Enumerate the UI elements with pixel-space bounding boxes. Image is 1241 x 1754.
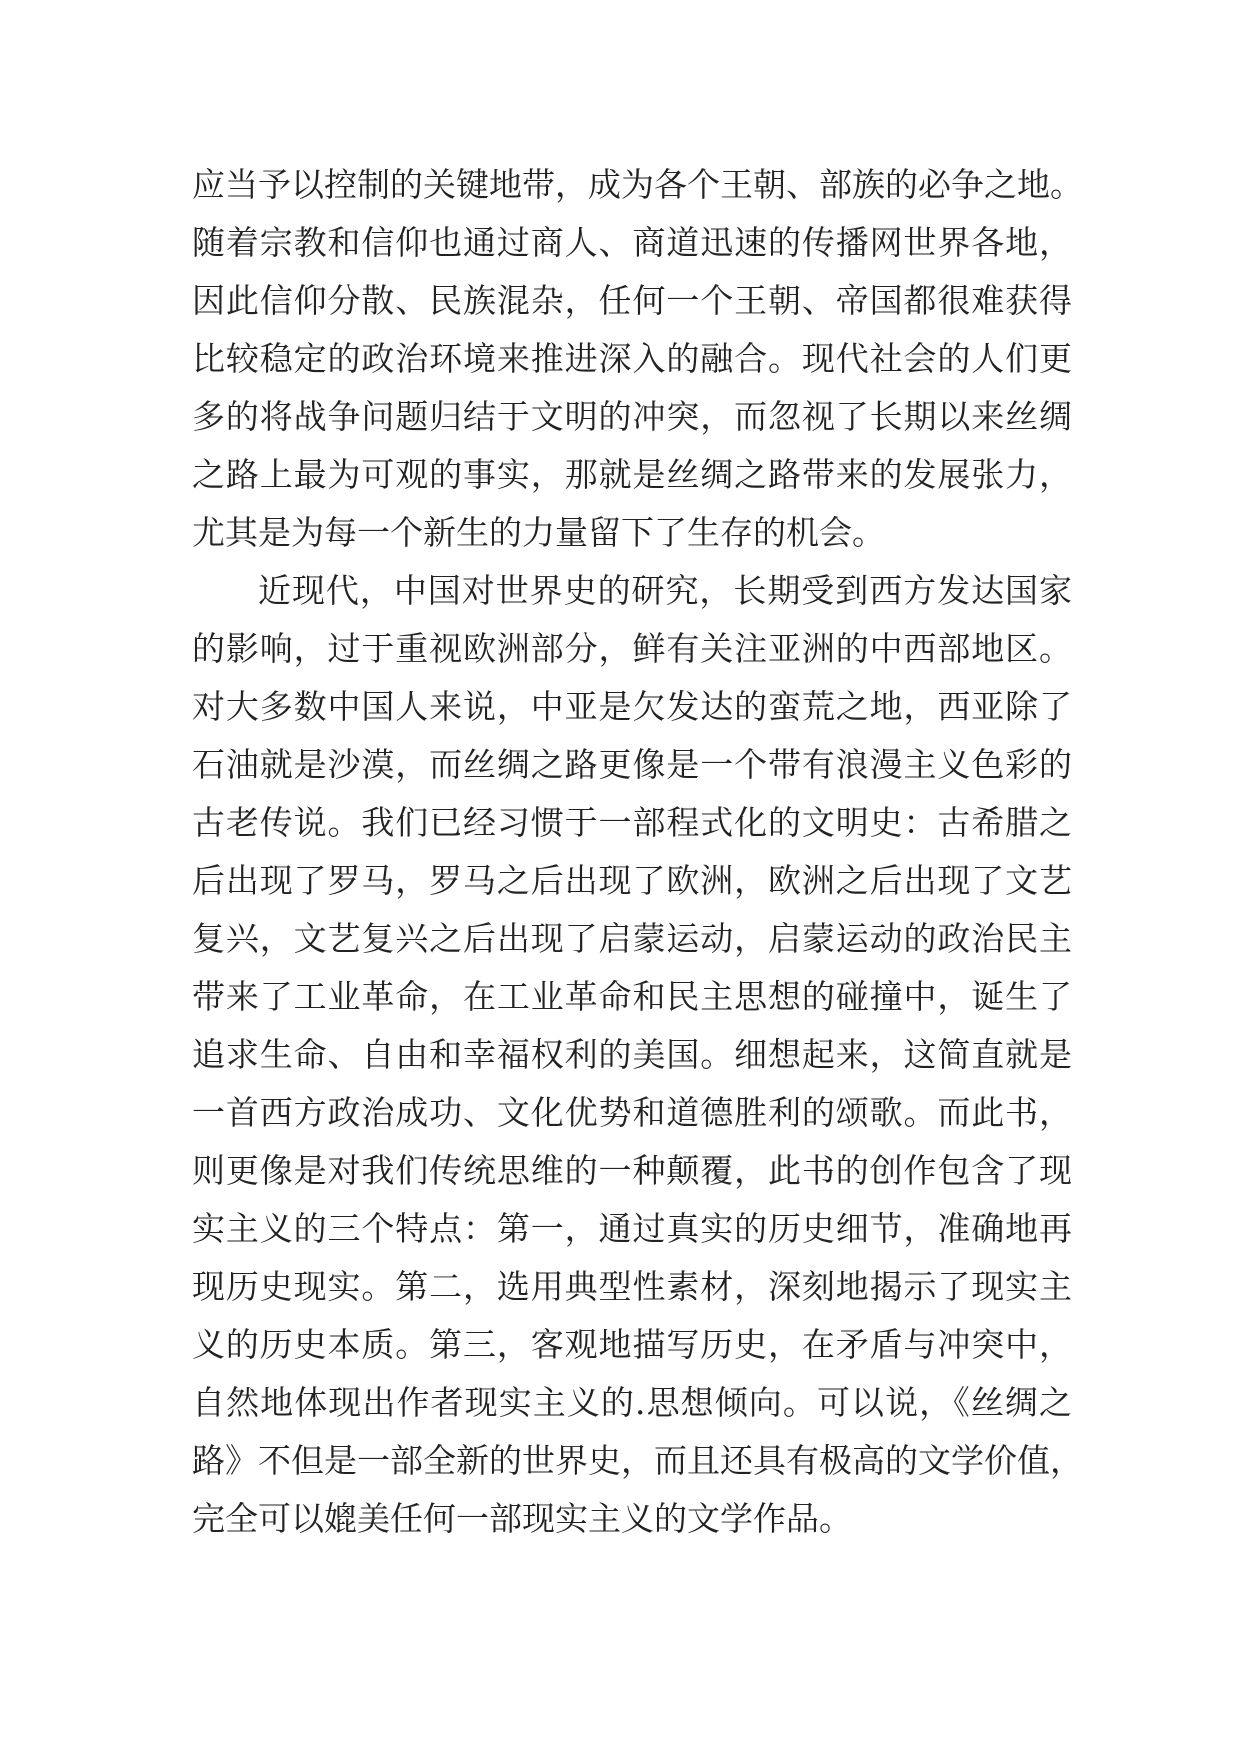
text-line: 现历史现实。第二，选用典型性素材，深刻地揭示了现实主 (192, 1267, 1072, 1306)
text-line: 古老传说。我们已经习惯于一部程式化的文明史：古希腊之 (192, 803, 1072, 842)
text-line: 一首西方政治成功、文化优势和道德胜利的颂歌。而此书， (192, 1093, 1072, 1132)
text-line: 因此信仰分散、民族混杂，任何一个王朝、帝国都很难获得 (192, 281, 1072, 320)
text-line: 自然地体现出作者现实主义的.思想倾向。可以说，《丝绸之 (192, 1383, 1072, 1422)
text-line: 尤其是为每一个新生的力量留下了生存的机会。 (192, 513, 885, 552)
text-line: 比较稳定的政治环境来推进深入的融合。现代社会的人们更 (192, 339, 1072, 378)
text-line: 随着宗教和信仰也通过商人、商道迅速的传播网世界各地， (192, 223, 1072, 262)
text-line: 义的历史本质。第三，客观地描写历史，在矛盾与冲突中， (192, 1325, 1072, 1364)
body-text (192, 156, 1083, 1548)
text-line: 带来了工业革命，在工业革命和民主思想的碰撞中，诞生了 (192, 977, 1072, 1016)
text-line: 对大多数中国人来说，中亚是欠发达的蛮荒之地，西亚除了 (192, 687, 1072, 726)
text-line: 完全可以媲美任何一部现实主义的文学作品。 (192, 1499, 852, 1538)
text-line: 石油就是沙漠，而丝绸之路更像是一个带有浪漫主义色彩的 (192, 745, 1072, 784)
text-line: 之路上最为可观的事实，那就是丝绸之路带来的发展张力， (192, 455, 1072, 494)
text-line: 复兴，文艺复兴之后出现了启蒙运动，启蒙运动的政治民主 (192, 919, 1072, 958)
text-line: 多的将战争问题归结于文明的冲突，而忽视了长期以来丝绸 (192, 397, 1072, 436)
text-line: 则更像是对我们传统思维的一种颠覆，此书的创作包含了现 (192, 1151, 1072, 1190)
text-line: 实主义的三个特点：第一，通过真实的历史细节，准确地再 (192, 1209, 1072, 1248)
text-line: 追求生命、自由和幸福权利的美国。细想起来，这简直就是 (192, 1035, 1072, 1074)
text-line: 路》不但是一部全新的世界史，而且还具有极高的文学价值， (192, 1441, 1083, 1480)
text-line: 后出现了罗马，罗马之后出现了欧洲，欧洲之后出现了文艺 (192, 861, 1072, 900)
text-line: 近现代，中国对世界史的研究，长期受到西方发达国家 (258, 571, 1072, 610)
text-line: 应当予以控制的关键地带，成为各个王朝、部族的必争之地。 (192, 165, 1083, 204)
text-line: 的影响，过于重视欧洲部分，鲜有关注亚洲的中西部地区。 (192, 629, 1072, 668)
